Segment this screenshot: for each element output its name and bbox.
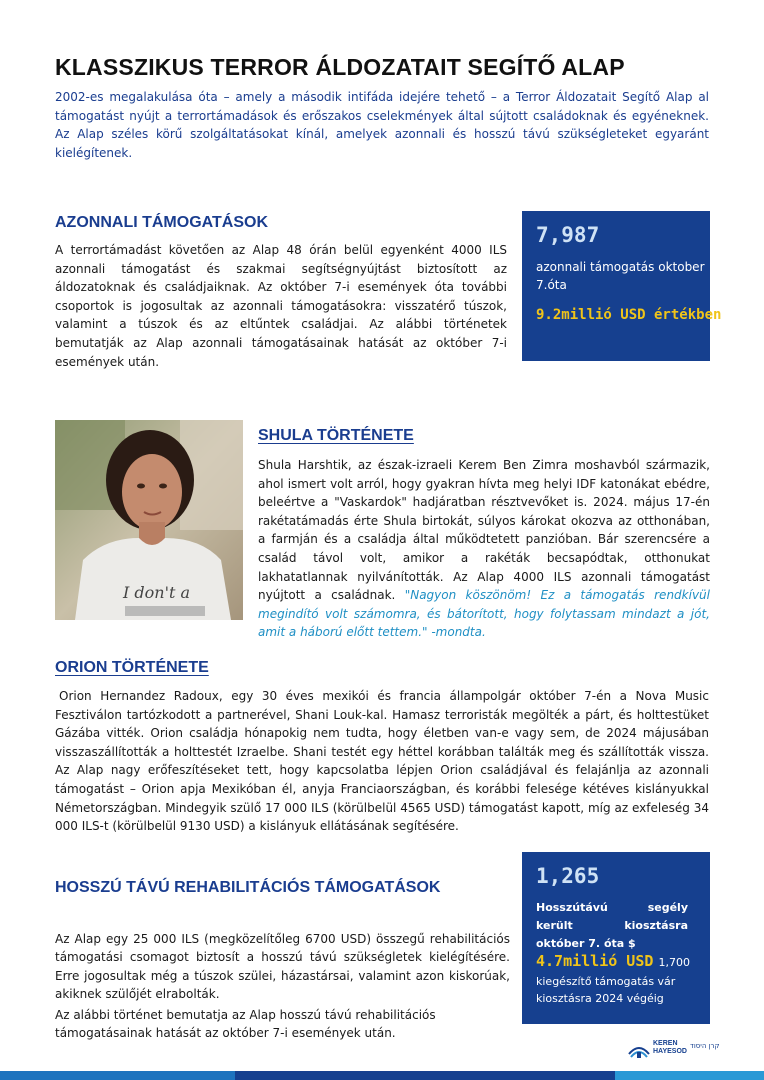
longterm-stat-value: 4.7millió USD [536, 952, 654, 970]
logo-line1: KEREN [653, 1040, 678, 1047]
footer-bar-1 [0, 1071, 235, 1080]
immediate-stat-value: 9.2millió USD értékben [536, 307, 722, 323]
intro-paragraph: 2002-es megalakulása óta – amely a második intifáda idejére tehető – a Terror Áldozatait Segítő Alap al támogatást nyújt a terrortámadások és erőszakos cselekmények által sújtott családoknak és egyéneknek. Az Alap széles körű szolgáltatásokat kínál, amelyek azonnali és hosszú távú szükségleteket egyaránt kielégítenek. [55, 90, 709, 160]
orion-body: Orion Hernandez Radoux, egy 30 éves mexikói és francia állampolgár október 7-én a Nova Music Fesztiválon tartózkodott a partnerével, Shani Louk-kal. Hamasz terroristák megölték a párt, és holttestüket Gázába vitték. Orion családja hónapokig nem tudta, hogy életben van-e vagy sem, de 2024 májusában visszaszállították a holttestét Izraelbe. Shani testét egy héttel korábban találták meg és szállították vissza. Az Alap nagy erőfeszítéseket tett, hogy kapcsolatba lépjen Orion családjával és felajánlja az azonnali támogatást – Orion apja Mexikóban él, anyja Franciaországban, és korábbi felesége kétéves kislányukkal Németországban. Mindegyik szülő 17 000 ILS (körülbelül 4565 USD) támogatást kapott, míg az exfeleség 34 000 ILS-t (körülbelül 9130 USD) a kislányuk ellátásának segítésére. [55, 689, 709, 834]
immediate-heading: AZONNALI TÁMOGATÁSOK [55, 214, 269, 231]
shirt-text: I don't a [123, 583, 191, 602]
longterm-stat-number: 1,265 [536, 864, 600, 888]
longterm-stat-box [522, 852, 710, 1024]
shula-quote: "Nagyon köszönöm! Ez a támogatás rendkívül megindító volt számomra, és bátorított, hogy folytassam mindazt a jót, amit a háború előtt tettem." -mondta. [258, 588, 710, 640]
keren-hayesod-logo [628, 1038, 720, 1062]
longterm-stat-extra-num: 1,700 [658, 956, 690, 969]
longterm-stat-extra: kiegészítő támogatás vár kiosztásra 2024 végéig [536, 975, 676, 1005]
shula-body-text: Shula Harshtik, az észak-izraeli Kerem Ben Zimra moshavból származik, ahol ismert volt arról, hogy gyakran hívta meg helyi IDF katonákat ebédre, beleértve a "Vaskardok" hadjáratban résztvevőket is. 2024. május 17-én rakétatámadás érte Shula birtokát, súlyos károkat okozva az otthonában, a farmján és a családja által működtetett panzióban. Bár szerencsére a család távol volt, amikor a rakéták becsapódtak, otthonukat lakhatatlannak nyilvánították. Az Alap 4000 ILS azonnali támogatást nyújtott a családnak. [258, 458, 710, 603]
shula-body [258, 456, 710, 642]
footer-bar-2 [235, 1071, 615, 1080]
immediate-stat-box [522, 211, 722, 361]
orion-heading: ORION TÖRTÉNETE [55, 659, 209, 676]
longterm-stat-label: Hosszútávú segély került kiosztásra október 7. óta $ [536, 901, 688, 950]
immediate-stat-label: azonnali támogatás oktober 7.óta [536, 260, 705, 292]
footer-bar-3 [615, 1071, 764, 1080]
longterm-heading: HOSSZÚ TÁVÚ REHABILITÁCIÓS TÁMOGATÁSOK [55, 879, 441, 896]
logo-hebrew: קרן היסוד [690, 1042, 720, 1050]
page-title: KLASSZIKUS TERROR ÁLDOZATAIT SEGÍTŐ ALAP [55, 54, 625, 80]
logo-mark-icon [628, 1040, 650, 1060]
logo-line2: HAYESOD [653, 1048, 687, 1055]
shula-photo [55, 420, 243, 620]
immediate-body: A terrortámadást követően az Alap 48 órán belül egyenként 4000 ILS azonnali támogatást és szakmai segítségnyújtást biztosított az áldozatoknak és családjaiknak. Az október 7-i események óta további csoportok is jogosultak az azonnali támogatásokra: visszatérő túszok, valamint a túszok és az eltűntek családjai. Az alábbi történetek bemutatják az Alap azonnali támogatásainak hatását az október 7-i események után. [55, 243, 507, 369]
longterm-body-2: Az alábbi történet bemutatja az Alap hosszú távú rehabilitációs támogatásainak hatását az október 7-i események után. [55, 1008, 436, 1041]
longterm-body: Az Alap egy 25 000 ILS (megközelítőleg 6700 USD) összegű rehabilitációs támogatási csomagot biztosít a hosszú távú szükségletek kielégítésére. Erre jogosultak még a túszok szülei, házastársai, valamint azon kiskorúak, akiknek szülőjét elrabolták. [55, 932, 510, 1001]
shula-heading: SHULA TÖRTÉNETE [258, 427, 414, 444]
longterm-stat-value-row [536, 951, 690, 970]
immediate-stat-number: 7,987 [536, 223, 600, 247]
